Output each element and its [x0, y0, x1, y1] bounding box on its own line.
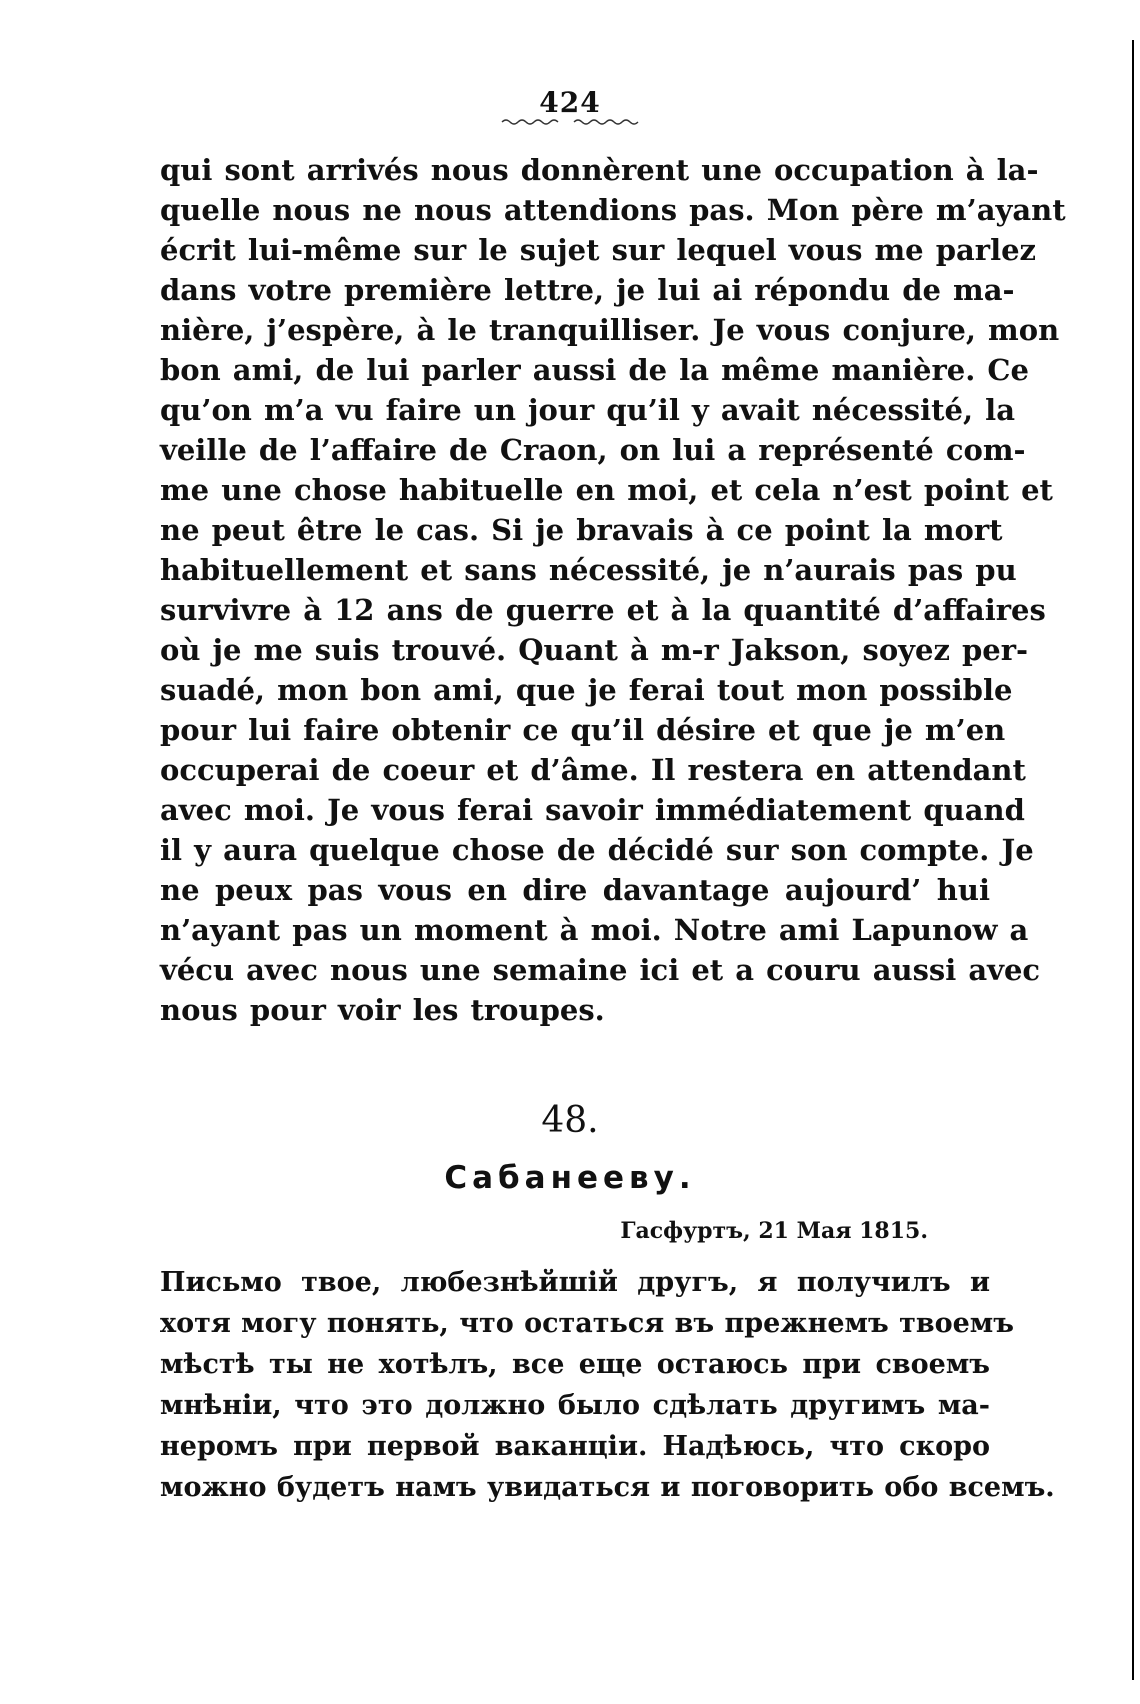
russian-letter-text [160, 1262, 1055, 1508]
text-line: nous pour voir les troupes. [160, 993, 605, 1027]
text-line: bon ami, de lui parler aussi de la même manière. Ce [160, 353, 1029, 387]
text-line: ne peux pas vous en dire davantage aujourd’ hui [160, 873, 990, 907]
text-line: habituellement et sans nécessité, je n’aurais pas pu [160, 553, 1017, 587]
text-line: мнѣніи, что это должно было сдѣлать другимъ ма- [160, 1390, 990, 1421]
text-line: dans votre première lettre, je lui ai répondu de ma- [160, 273, 1015, 307]
text-line: me une chose habituelle en moi, et cela n’est point et [160, 473, 1053, 507]
text-line: il y aura quelque chose de décidé sur son compte. Je [160, 833, 1034, 867]
text-line: où je me suis trouvé. Quant à m-r Jakson, soyez per- [160, 633, 1029, 667]
text-line: quelle nous ne nous attendions pas. Mon père m’ayant [160, 193, 1066, 227]
text-line: Письмо твое, любезнѣйшій другъ, я получилъ и [160, 1267, 990, 1298]
text-line: pour lui faire obtenir ce qu’il désire et que je m’en [160, 713, 1006, 747]
text-line: avec moi. Je vous ferai savoir immédiatement quand [160, 793, 1025, 827]
text-line: n’ayant pas un moment à moi. Notre ami Lapunow a [160, 913, 1029, 947]
letter-dateline: Гасфуртъ, 21 Мая 1815. [620, 1218, 928, 1244]
text-line: vécu avec nous une semaine ici et a couru aussi avec [160, 953, 1041, 987]
text-line: qui sont arrivés nous donnèrent une occupation à la- [160, 153, 1039, 187]
text-line: occuperai de coeur et d’âme. Il restera en attendant [160, 753, 1026, 787]
french-letter-text [160, 150, 1066, 1030]
text-line: suadé, mon bon ami, que je ferai tout mon possible [160, 673, 1013, 707]
text-line: qu’on m’a vu faire un jour qu’il y avait nécessité, la [160, 393, 1015, 427]
decorative-rule [500, 116, 640, 132]
text-line: nière, j’espère, à le tranquilliser. Je vous conjure, mon [160, 313, 1060, 347]
text-line: мѣстѣ ты не хотѣлъ, все еще остаюсь при своемъ [160, 1349, 990, 1380]
text-line: écrit lui-même sur le sujet sur lequel vous me parlez [160, 233, 1037, 267]
text-line: ne peut être le cas. Si je bravais à ce point la mort [160, 513, 1003, 547]
text-line: veille de l’affaire de Craon, on lui a représenté com- [160, 433, 1026, 467]
text-line: хотя могу понять, что остаться въ прежнемъ твоемъ [160, 1308, 1014, 1339]
text-line: неромъ при первой ваканціи. Надѣюсь, что скоро [160, 1431, 990, 1462]
letter-number: 48. [541, 1100, 599, 1141]
letter-recipient: Сабанееву. [444, 1160, 696, 1196]
scan-edge-line [1132, 40, 1134, 1680]
page-number: 424 [539, 86, 601, 119]
text-line: survivre à 12 ans de guerre et à la quantité d’affaires [160, 593, 1046, 627]
text-line: можно будетъ намъ увидаться и поговорить обо всемъ. [160, 1472, 1055, 1503]
